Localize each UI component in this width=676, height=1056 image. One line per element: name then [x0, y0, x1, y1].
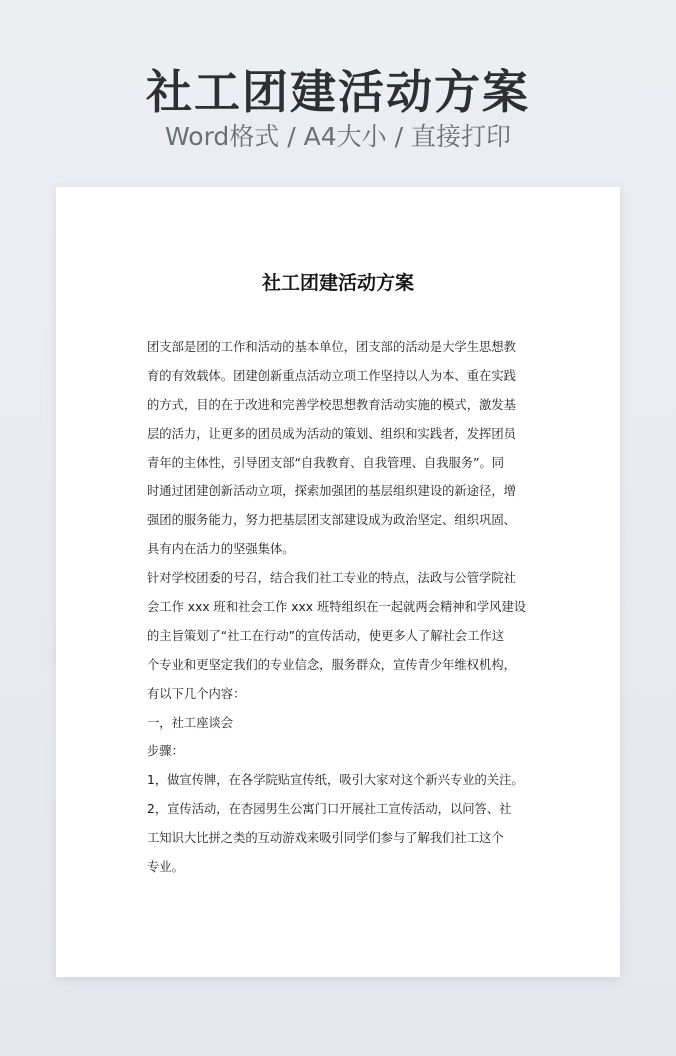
- document-title: 社工团建活动方案: [261, 272, 414, 294]
- document-page: [56, 187, 620, 977]
- body-line: 的主旨策划了“社工在行动”的宣传活动，使更多人了解社会工作这: [147, 628, 505, 643]
- body-line: 青年的主体性，引导团支部“自我教育、自我管理、自我服务”。同: [147, 455, 505, 470]
- body-line: 强团的服务能力，努力把基层团支部建设成为政治坚定、组织巩固、: [147, 513, 516, 528]
- banner-subtitle: Word格式 / A4大小 / 直接打印: [165, 122, 511, 151]
- body-line: 会工作 xxx 班和社会工作 xxx 班特组织在一起就两会精神和学风建设: [147, 600, 527, 615]
- banner-title: 社工团建活动方案: [146, 65, 530, 119]
- body-line: 具有内在活力的坚强集体。: [147, 542, 295, 557]
- body-line: 团支部是团的工作和活动的基本单位，团支部的活动是大学生思想教: [147, 340, 516, 354]
- section-heading: 一，社工座谈会: [147, 715, 234, 730]
- body-line: 的方式，目的在于改进和完善学校思想教育活动实施的模式，激发基: [147, 397, 516, 412]
- document-body: [147, 333, 531, 882]
- step-item: 1，做宣传牌，在各学院贴宣传纸，吸引大家对这个新兴专业的关注。: [147, 773, 524, 788]
- body-line: 层的活力，让更多的团员成为活动的策划、组织和实践者，发挥团员: [147, 426, 516, 441]
- body-line: 育的有效载体。团建创新重点活动立项工作坚持以人为本、重在实践: [147, 368, 516, 383]
- step-item: 专业。: [147, 860, 184, 875]
- body-line: 时通过团建创新活动立项，探索加强团的基层组织建设的新途径，增: [147, 484, 516, 499]
- steps-label: 步骤：: [147, 744, 184, 759]
- body-line: 有以下几个内容：: [147, 686, 246, 701]
- body-line: 个专业和更坚定我们的专业信念，服务群众，宣传青少年维权机构，: [147, 657, 516, 672]
- body-line: 针对学校团委的号召，结合我们社工专业的特点，法政与公管学院社: [147, 571, 516, 586]
- step-item: 工知识大比拼之类的互动游戏来吸引同学们参与了解我们社工这个: [147, 831, 504, 846]
- step-item: 2，宣传活动，在杏园男生公寓门口开展社工宣传活动，以问答、社: [147, 802, 512, 817]
